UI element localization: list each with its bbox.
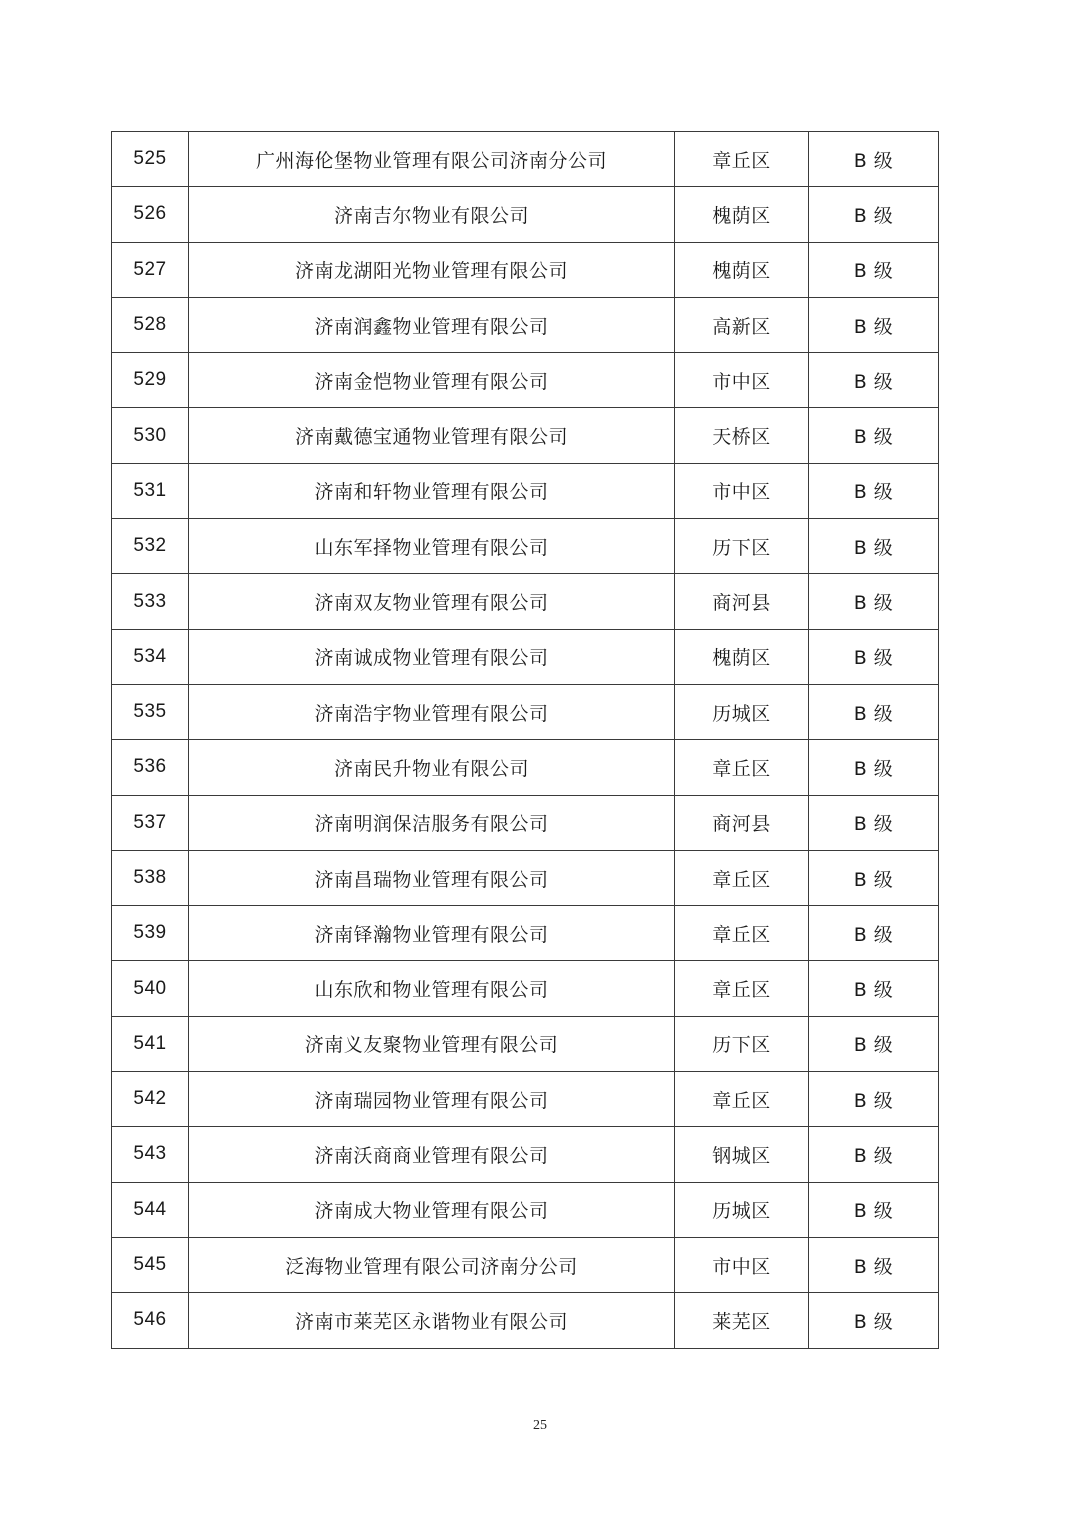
district: 历城区 — [675, 1182, 809, 1237]
row-number: 535 — [112, 684, 189, 739]
row-number: 539 — [112, 906, 189, 961]
grade: B 级 — [809, 519, 939, 574]
row-number: 540 — [112, 961, 189, 1016]
district: 历下区 — [675, 1016, 809, 1071]
grade: B 级 — [809, 574, 939, 629]
company-name: 济南润鑫物业管理有限公司 — [189, 297, 675, 352]
table-row — [112, 1237, 939, 1292]
table-row — [112, 850, 939, 905]
grade-table — [111, 131, 939, 1349]
company-name: 济南昌瑞物业管理有限公司 — [189, 850, 675, 905]
company-name: 济南双友物业管理有限公司 — [189, 574, 675, 629]
grade: B 级 — [809, 629, 939, 684]
table-row — [112, 961, 939, 1016]
table-row — [112, 1072, 939, 1127]
grade: B 级 — [809, 1016, 939, 1071]
grade: B 级 — [809, 242, 939, 297]
company-name: 济南戴德宝通物业管理有限公司 — [189, 408, 675, 463]
district: 市中区 — [675, 463, 809, 518]
row-number: 529 — [112, 353, 189, 408]
grade: B 级 — [809, 463, 939, 518]
table-row — [112, 408, 939, 463]
row-number: 543 — [112, 1127, 189, 1182]
district: 商河县 — [675, 574, 809, 629]
row-number: 545 — [112, 1237, 189, 1292]
district: 历下区 — [675, 519, 809, 574]
company-name: 济南民升物业有限公司 — [189, 740, 675, 795]
grade: B 级 — [809, 795, 939, 850]
company-name: 济南沃商商业管理有限公司 — [189, 1127, 675, 1182]
table-row — [112, 1182, 939, 1237]
row-number: 541 — [112, 1016, 189, 1071]
company-name: 济南义友聚物业管理有限公司 — [189, 1016, 675, 1071]
row-number: 546 — [112, 1293, 189, 1348]
district: 槐荫区 — [675, 187, 809, 242]
district: 高新区 — [675, 297, 809, 352]
row-number: 532 — [112, 519, 189, 574]
row-number: 544 — [112, 1182, 189, 1237]
company-name: 山东欣和物业管理有限公司 — [189, 961, 675, 1016]
grade: B 级 — [809, 850, 939, 905]
table-row — [112, 629, 939, 684]
company-name: 济南吉尔物业有限公司 — [189, 187, 675, 242]
table-row — [112, 132, 939, 187]
district: 章丘区 — [675, 132, 809, 187]
company-name: 泛海物业管理有限公司济南分公司 — [189, 1237, 675, 1292]
company-name: 济南铎瀚物业管理有限公司 — [189, 906, 675, 961]
grade: B 级 — [809, 1237, 939, 1292]
district: 市中区 — [675, 353, 809, 408]
table-row — [112, 519, 939, 574]
table-row — [112, 1293, 939, 1348]
table-row — [112, 684, 939, 739]
grade: B 级 — [809, 684, 939, 739]
company-name: 济南浩宇物业管理有限公司 — [189, 684, 675, 739]
district: 钢城区 — [675, 1127, 809, 1182]
row-number: 527 — [112, 242, 189, 297]
district: 商河县 — [675, 795, 809, 850]
district: 市中区 — [675, 1237, 809, 1292]
district: 章丘区 — [675, 906, 809, 961]
row-number: 526 — [112, 187, 189, 242]
company-name: 济南金恺物业管理有限公司 — [189, 353, 675, 408]
table-row — [112, 353, 939, 408]
table-row — [112, 242, 939, 297]
table-row — [112, 795, 939, 850]
company-name: 济南和轩物业管理有限公司 — [189, 463, 675, 518]
row-number: 534 — [112, 629, 189, 684]
table-body — [112, 132, 939, 1349]
page-number: 25 — [533, 1418, 547, 1433]
grade: B 级 — [809, 906, 939, 961]
row-number: 528 — [112, 297, 189, 352]
grade: B 级 — [809, 740, 939, 795]
table-row — [112, 1127, 939, 1182]
district: 槐荫区 — [675, 242, 809, 297]
row-number: 536 — [112, 740, 189, 795]
company-name: 济南诚成物业管理有限公司 — [189, 629, 675, 684]
company-name: 济南明润保洁服务有限公司 — [189, 795, 675, 850]
district: 莱芜区 — [675, 1293, 809, 1348]
row-number: 542 — [112, 1072, 189, 1127]
table-row — [112, 187, 939, 242]
district: 章丘区 — [675, 961, 809, 1016]
row-number: 531 — [112, 463, 189, 518]
district: 章丘区 — [675, 740, 809, 795]
row-number: 530 — [112, 408, 189, 463]
district: 历城区 — [675, 684, 809, 739]
row-number: 537 — [112, 795, 189, 850]
district: 槐荫区 — [675, 629, 809, 684]
company-name: 济南瑞园物业管理有限公司 — [189, 1072, 675, 1127]
table-row — [112, 574, 939, 629]
grade: B 级 — [809, 1127, 939, 1182]
grade: B 级 — [809, 187, 939, 242]
grade: B 级 — [809, 353, 939, 408]
company-name: 济南龙湖阳光物业管理有限公司 — [189, 242, 675, 297]
row-number: 538 — [112, 850, 189, 905]
grade: B 级 — [809, 132, 939, 187]
grade: B 级 — [809, 961, 939, 1016]
row-number: 533 — [112, 574, 189, 629]
table-row — [112, 906, 939, 961]
district: 天桥区 — [675, 408, 809, 463]
grade: B 级 — [809, 1293, 939, 1348]
grade: B 级 — [809, 1182, 939, 1237]
company-name: 山东军择物业管理有限公司 — [189, 519, 675, 574]
row-number: 525 — [112, 132, 189, 187]
table-row — [112, 1016, 939, 1071]
table-row — [112, 463, 939, 518]
company-name: 广州海伦堡物业管理有限公司济南分公司 — [189, 132, 675, 187]
grade: B 级 — [809, 408, 939, 463]
table-row — [112, 297, 939, 352]
grade: B 级 — [809, 297, 939, 352]
grade: B 级 — [809, 1072, 939, 1127]
table-row — [112, 740, 939, 795]
district: 章丘区 — [675, 1072, 809, 1127]
company-name: 济南成大物业管理有限公司 — [189, 1182, 675, 1237]
district: 章丘区 — [675, 850, 809, 905]
company-name: 济南市莱芜区永谐物业有限公司 — [189, 1293, 675, 1348]
